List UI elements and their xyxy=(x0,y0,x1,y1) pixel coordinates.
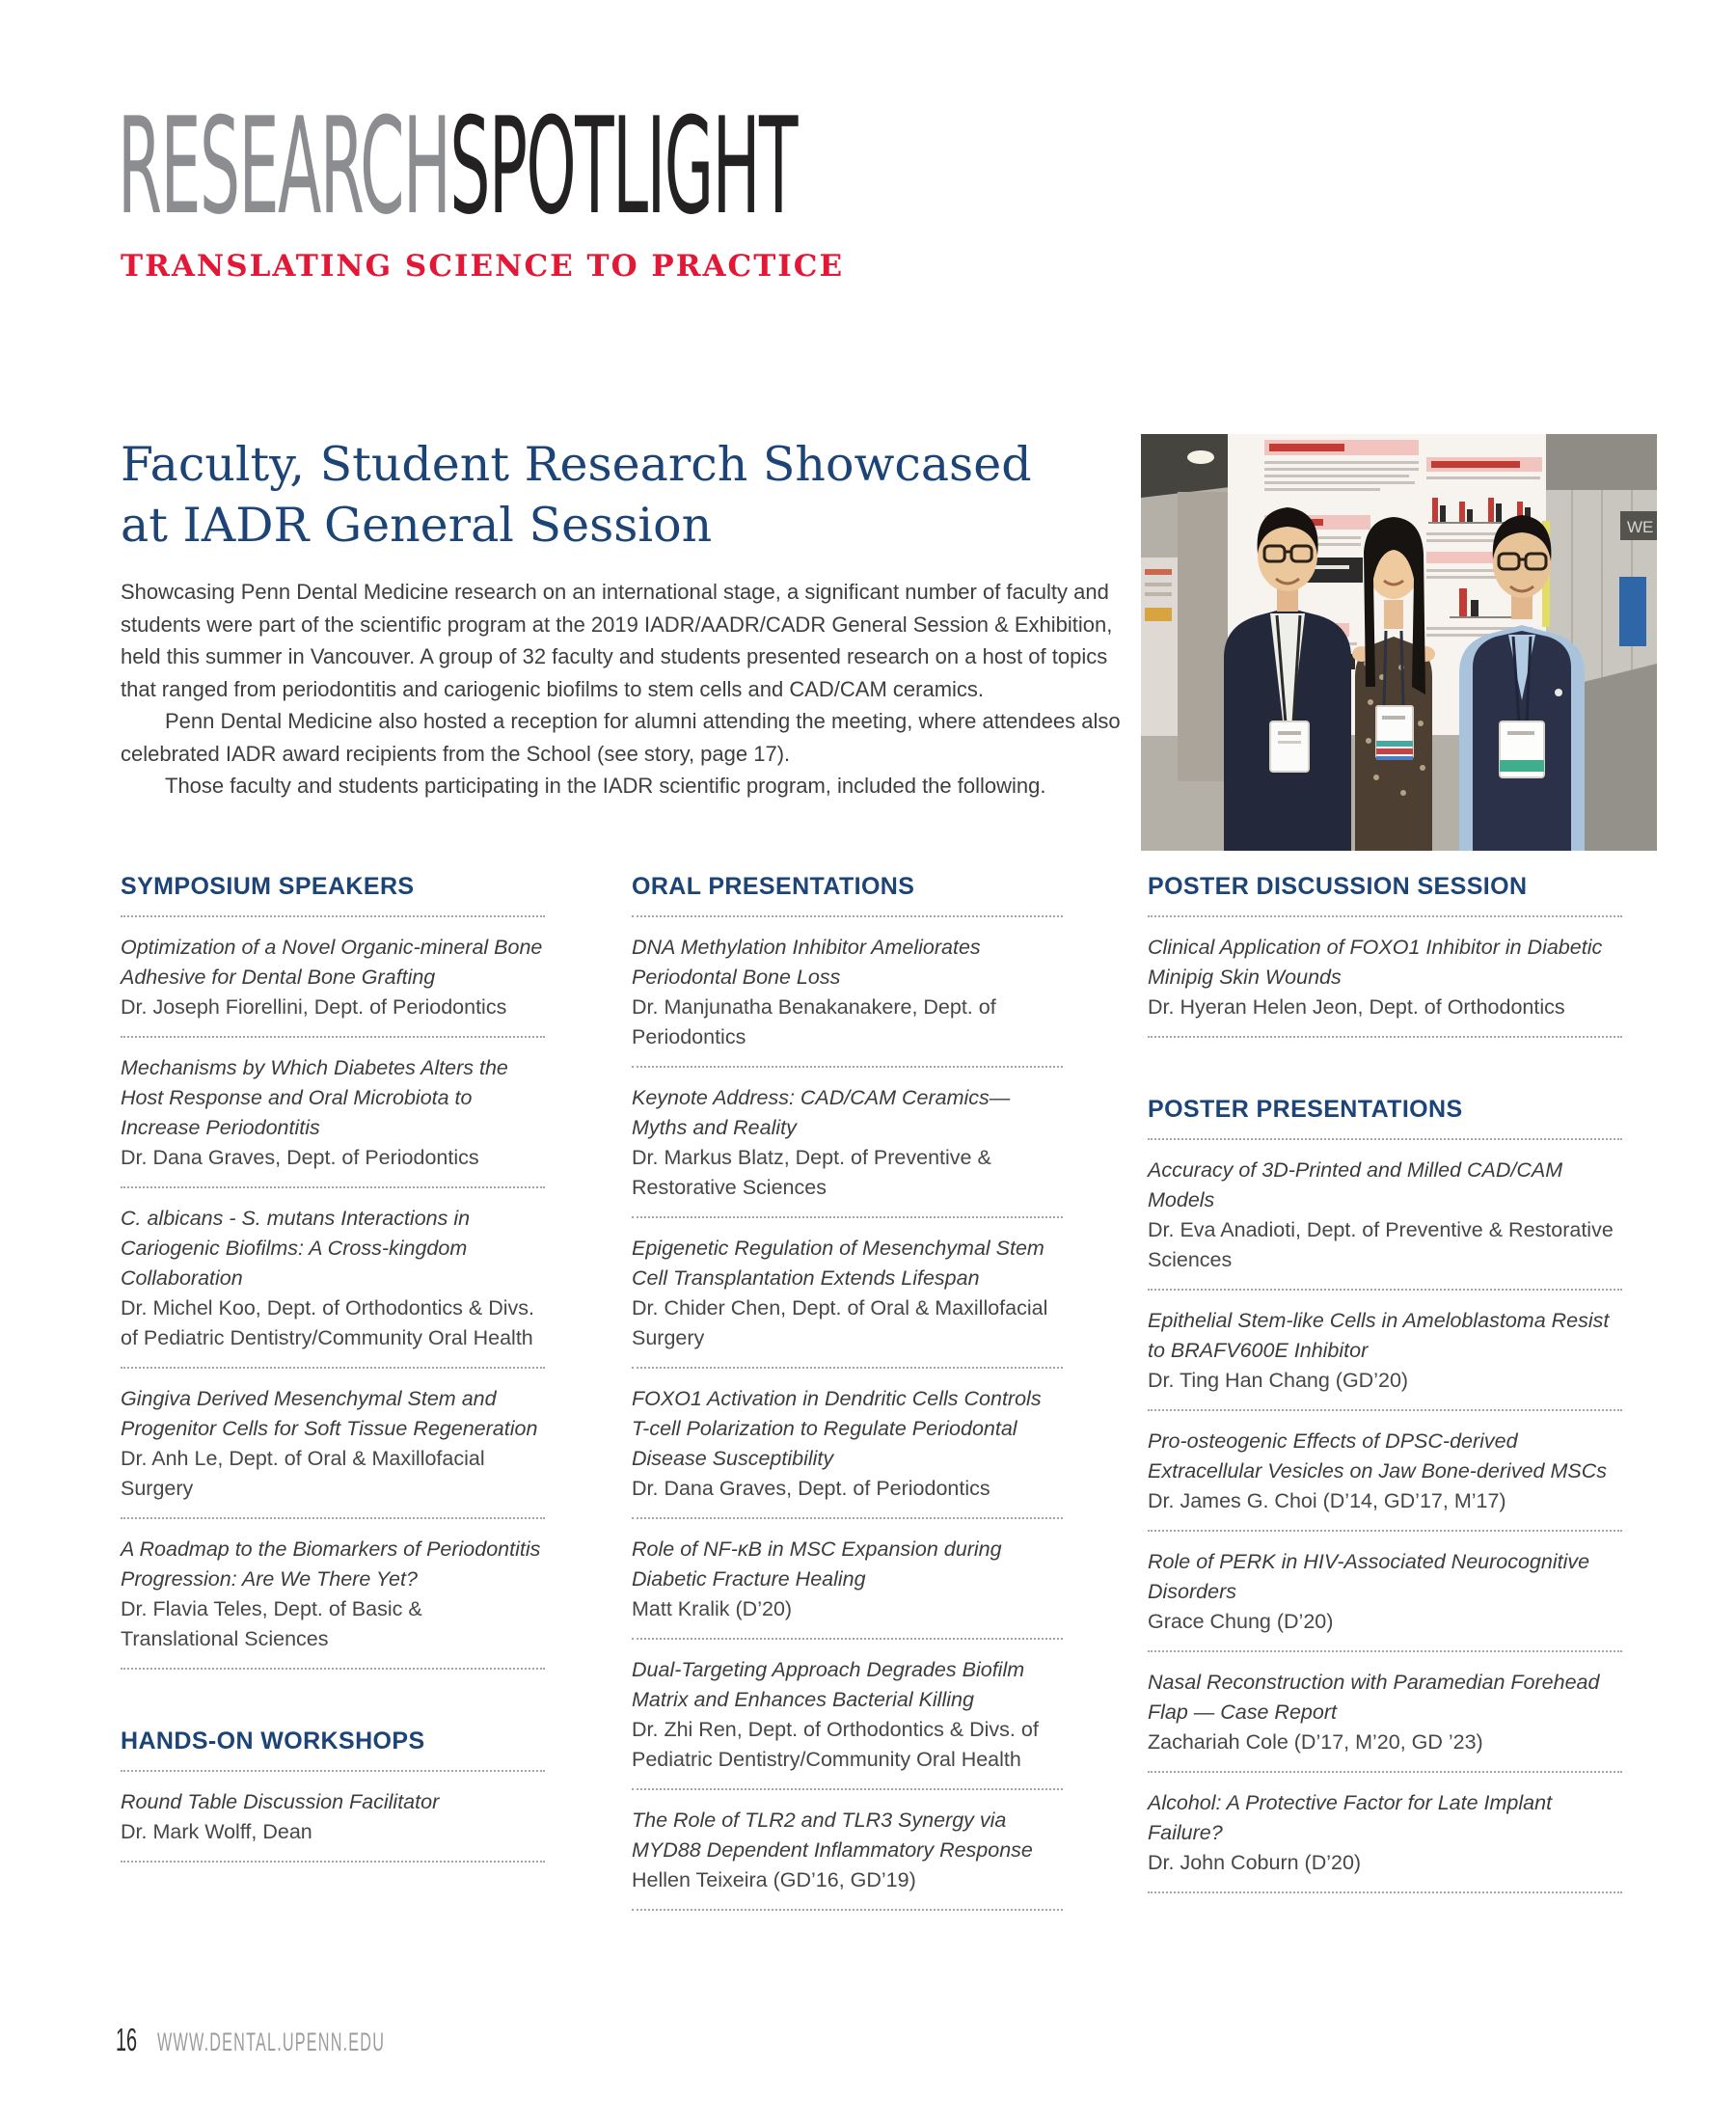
presentation-title: Role of NF-κB in MSC Expansion during Diabetic Fracture Healing xyxy=(632,1537,1002,1591)
presentation-title: Epithelial Stem-like Cells in Ameloblastoma Resist to BRAFV600E Inhibitor xyxy=(1148,1309,1610,1362)
intro-paragraph: Those faculty and students participating in the IADR scientific program, included the following. xyxy=(165,774,1046,798)
presentation-title: Clinical Application of FOXO1 Inhibitor in Diabetic Minipig Skin Wounds xyxy=(1148,936,1603,989)
presenter-name: Dr. Hyeran Helen Jeon, Dept. of Orthodontics xyxy=(1148,995,1565,1019)
presenter-name: Dr. Flavia Teles, Dept. of Basic & Translational Sciences xyxy=(121,1597,422,1650)
presenter-name: Matt Kralik (D’20) xyxy=(632,1597,793,1620)
presenter-name: Dr. James G. Choi (D’14, GD’17, M’17) xyxy=(1148,1489,1506,1512)
name-badge xyxy=(1270,721,1309,772)
presenter-name: Zachariah Cole (D’17, M’20, GD ’23) xyxy=(1148,1730,1483,1754)
photo-illustration xyxy=(1141,434,1657,851)
presentation-title: A Roadmap to the Biomarkers of Periodontitis Progression: Are We There Yet? xyxy=(121,1537,541,1591)
presentation-title: Epigenetic Regulation of Mesenchymal Stem Cell Transplantation Extends Lifespan xyxy=(632,1237,1044,1290)
presenter-name: Dr. Mark Wolff, Dean xyxy=(121,1820,312,1843)
presenter-name: Grace Chung (D’20) xyxy=(1148,1610,1334,1633)
presenter-name: Hellen Teixeira (GD’16, GD’19) xyxy=(632,1868,916,1891)
dotted-divider xyxy=(1148,1036,1622,1038)
list-item xyxy=(1148,1532,1622,1650)
list-item xyxy=(632,1519,1063,1638)
presentation-title: Nasal Reconstruction with Paramedian Forehead Flap — Case Report xyxy=(1148,1671,1600,1724)
website-url: WWW.DENTAL.UPENN.EDU xyxy=(157,2027,386,2056)
masthead-title-research: RESEARCH xyxy=(118,89,450,244)
presenter-name: Dr. Manjunatha Benakanakere, Dept. of Periodontics xyxy=(632,995,996,1048)
column-posters xyxy=(1148,873,1622,1893)
list-item xyxy=(121,1369,545,1517)
presentation-title: Optimization of a Novel Organic-mineral Bone Adhesive for Dental Bone Grafting xyxy=(121,936,543,989)
list-item xyxy=(632,1218,1063,1367)
conference-photo xyxy=(1141,434,1657,851)
presentation-title: Dual-Targeting Approach Degrades Biofilm Matrix and Enhances Bacterial Killing xyxy=(632,1658,1025,1711)
dotted-divider xyxy=(632,1909,1063,1911)
masthead-title xyxy=(118,89,798,244)
list-item xyxy=(121,1188,545,1367)
presenter-name: Dr. Dana Graves, Dept. of Periodontics xyxy=(121,1146,479,1169)
list-item xyxy=(632,1640,1063,1788)
blue-door xyxy=(1619,577,1646,646)
dotted-divider xyxy=(121,1668,545,1670)
list-item xyxy=(632,1068,1063,1216)
presentation-title: Pro-osteogenic Effects of DPSC-derived Extracellular Vesicles on Jaw Bone-derived MSCs xyxy=(1148,1429,1607,1483)
list-item xyxy=(121,1772,545,1861)
list-item xyxy=(632,917,1063,1066)
presenter-name: Dr. Ting Han Chang (GD’20) xyxy=(1148,1369,1409,1392)
person-middle xyxy=(1352,517,1435,851)
list-item xyxy=(1148,917,1622,1036)
intro-paragraph: Showcasing Penn Dental Medicine research on an international stage, a significant number of faculty and students were part of the scientific program at the 2019 IADR/AADR/CADR General Session & Exhibition, held this summer in Vancouver. A group of 32 faculty and students presented research on a host of topics that ranged from periodontitis and cariogenic biofilms to stem cells and CAD/CAM ceramics. xyxy=(121,580,1113,701)
presentation-title: DNA Methylation Inhibitor Ameliorates Periodontal Bone Loss xyxy=(632,936,981,989)
intro-paragraph: Penn Dental Medicine also hosted a reception for alumni attending the meeting, where attendees also celebrated IADR award recipients from the School (see story, page 17). xyxy=(121,709,1121,766)
presenter-name: Dr. Michel Koo, Dept. of Orthodontics & Divs. of Pediatric Dentistry/Community Oral Health xyxy=(121,1296,534,1349)
presenter-name: Dr. Dana Graves, Dept. of Periodontics xyxy=(632,1477,990,1500)
section-oral-presentations xyxy=(632,873,1063,1911)
list-item xyxy=(121,917,545,1036)
column-oral-presentations xyxy=(632,873,1063,1911)
presenter-name: Dr. Markus Blatz, Dept. of Preventive & Restorative Sciences xyxy=(632,1146,991,1199)
presenter-name: Dr. John Coburn (D’20) xyxy=(1148,1851,1362,1874)
list-item xyxy=(1148,1411,1622,1530)
page-number: 16 xyxy=(116,2022,138,2057)
presentation-title: C. albicans - S. mutans Interactions in Cariogenic Biofilms: A Cross-kingdom Collaboration xyxy=(121,1207,471,1290)
article-title-line1: Faculty, Student Research Showcased xyxy=(121,437,1032,492)
presentation-title: Round Table Discussion Facilitator xyxy=(121,1790,440,1813)
presentation-title: Accuracy of 3D-Printed and Milled CAD/CAM Models xyxy=(1148,1158,1563,1211)
section-heading: HANDS-ON WORKSHOPS xyxy=(121,1728,425,1755)
presenter-name: Dr. Zhi Ren, Dept. of Orthodontics & Divs. of Pediatric Dentistry/Community Oral Health xyxy=(632,1718,1039,1771)
section-heading: SYMPOSIUM SPEAKERS xyxy=(121,873,415,900)
hall-sign-text: WE xyxy=(1627,518,1654,536)
section-heading: POSTER DISCUSSION SESSION xyxy=(1148,873,1528,900)
list-item xyxy=(632,1369,1063,1517)
section-poster-discussion xyxy=(1148,873,1622,1038)
dotted-divider xyxy=(121,1861,545,1863)
presenter-name: Dr. Anh Le, Dept. of Oral & Maxillofacial Surgery xyxy=(121,1447,485,1500)
section-symposium-speakers xyxy=(121,873,545,1670)
presentation-title: The Role of TLR2 and TLR3 Synergy via MYD88 Dependent Inflammatory Response xyxy=(632,1809,1033,1862)
presentation-title: Keynote Address: CAD/CAM Ceramics—Myths and Reality xyxy=(632,1086,1011,1139)
dotted-divider xyxy=(1148,1891,1622,1893)
article-intro xyxy=(121,576,1128,803)
presentation-title: Role of PERK in HIV-Associated Neurocognitive Disorders xyxy=(1148,1550,1590,1603)
list-item xyxy=(1148,1652,1622,1771)
section-heading: POSTER PRESENTATIONS xyxy=(1148,1096,1463,1123)
presentation-title: Mechanisms by Which Diabetes Alters the Host Response and Oral Microbiota to Increase Periodontitis xyxy=(121,1056,508,1139)
presentation-title: Gingiva Derived Mesenchymal Stem and Progenitor Cells for Soft Tissue Regeneration xyxy=(121,1387,538,1440)
presenter-name: Dr. Eva Anadioti, Dept. of Preventive & Restorative Sciences xyxy=(1148,1218,1614,1271)
article-title-line2: at IADR General Session xyxy=(121,498,713,553)
list-item xyxy=(632,1790,1063,1909)
list-item xyxy=(121,1038,545,1186)
presenter-name: Dr. Joseph Fiorellini, Dept. of Periodontics xyxy=(121,995,507,1019)
article-title xyxy=(121,434,1181,556)
column-symposium xyxy=(121,873,545,1863)
section-hands-on-workshops xyxy=(121,1728,545,1863)
list-item xyxy=(1148,1773,1622,1891)
list-item xyxy=(121,1519,545,1668)
presentation-title: Alcohol: A Protective Factor for Late Implant Failure? xyxy=(1148,1791,1553,1844)
presentation-title: FOXO1 Activation in Dendritic Cells Controls T-cell Polarization to Regulate Periodontal Disease Susceptibility xyxy=(632,1387,1042,1470)
magazine-masthead xyxy=(118,89,1533,244)
section-poster-presentations xyxy=(1148,1096,1622,1893)
list-item xyxy=(1148,1291,1622,1409)
presenter-name: Dr. Chider Chen, Dept. of Oral & Maxillofacial Surgery xyxy=(632,1296,1048,1349)
masthead-tagline: TRANSLATING SCIENCE TO PRACTICE xyxy=(121,249,845,284)
masthead-title-spotlight: SPOTLIGHT xyxy=(449,89,798,244)
list-item xyxy=(1148,1140,1622,1289)
section-heading: ORAL PRESENTATIONS xyxy=(632,873,915,900)
